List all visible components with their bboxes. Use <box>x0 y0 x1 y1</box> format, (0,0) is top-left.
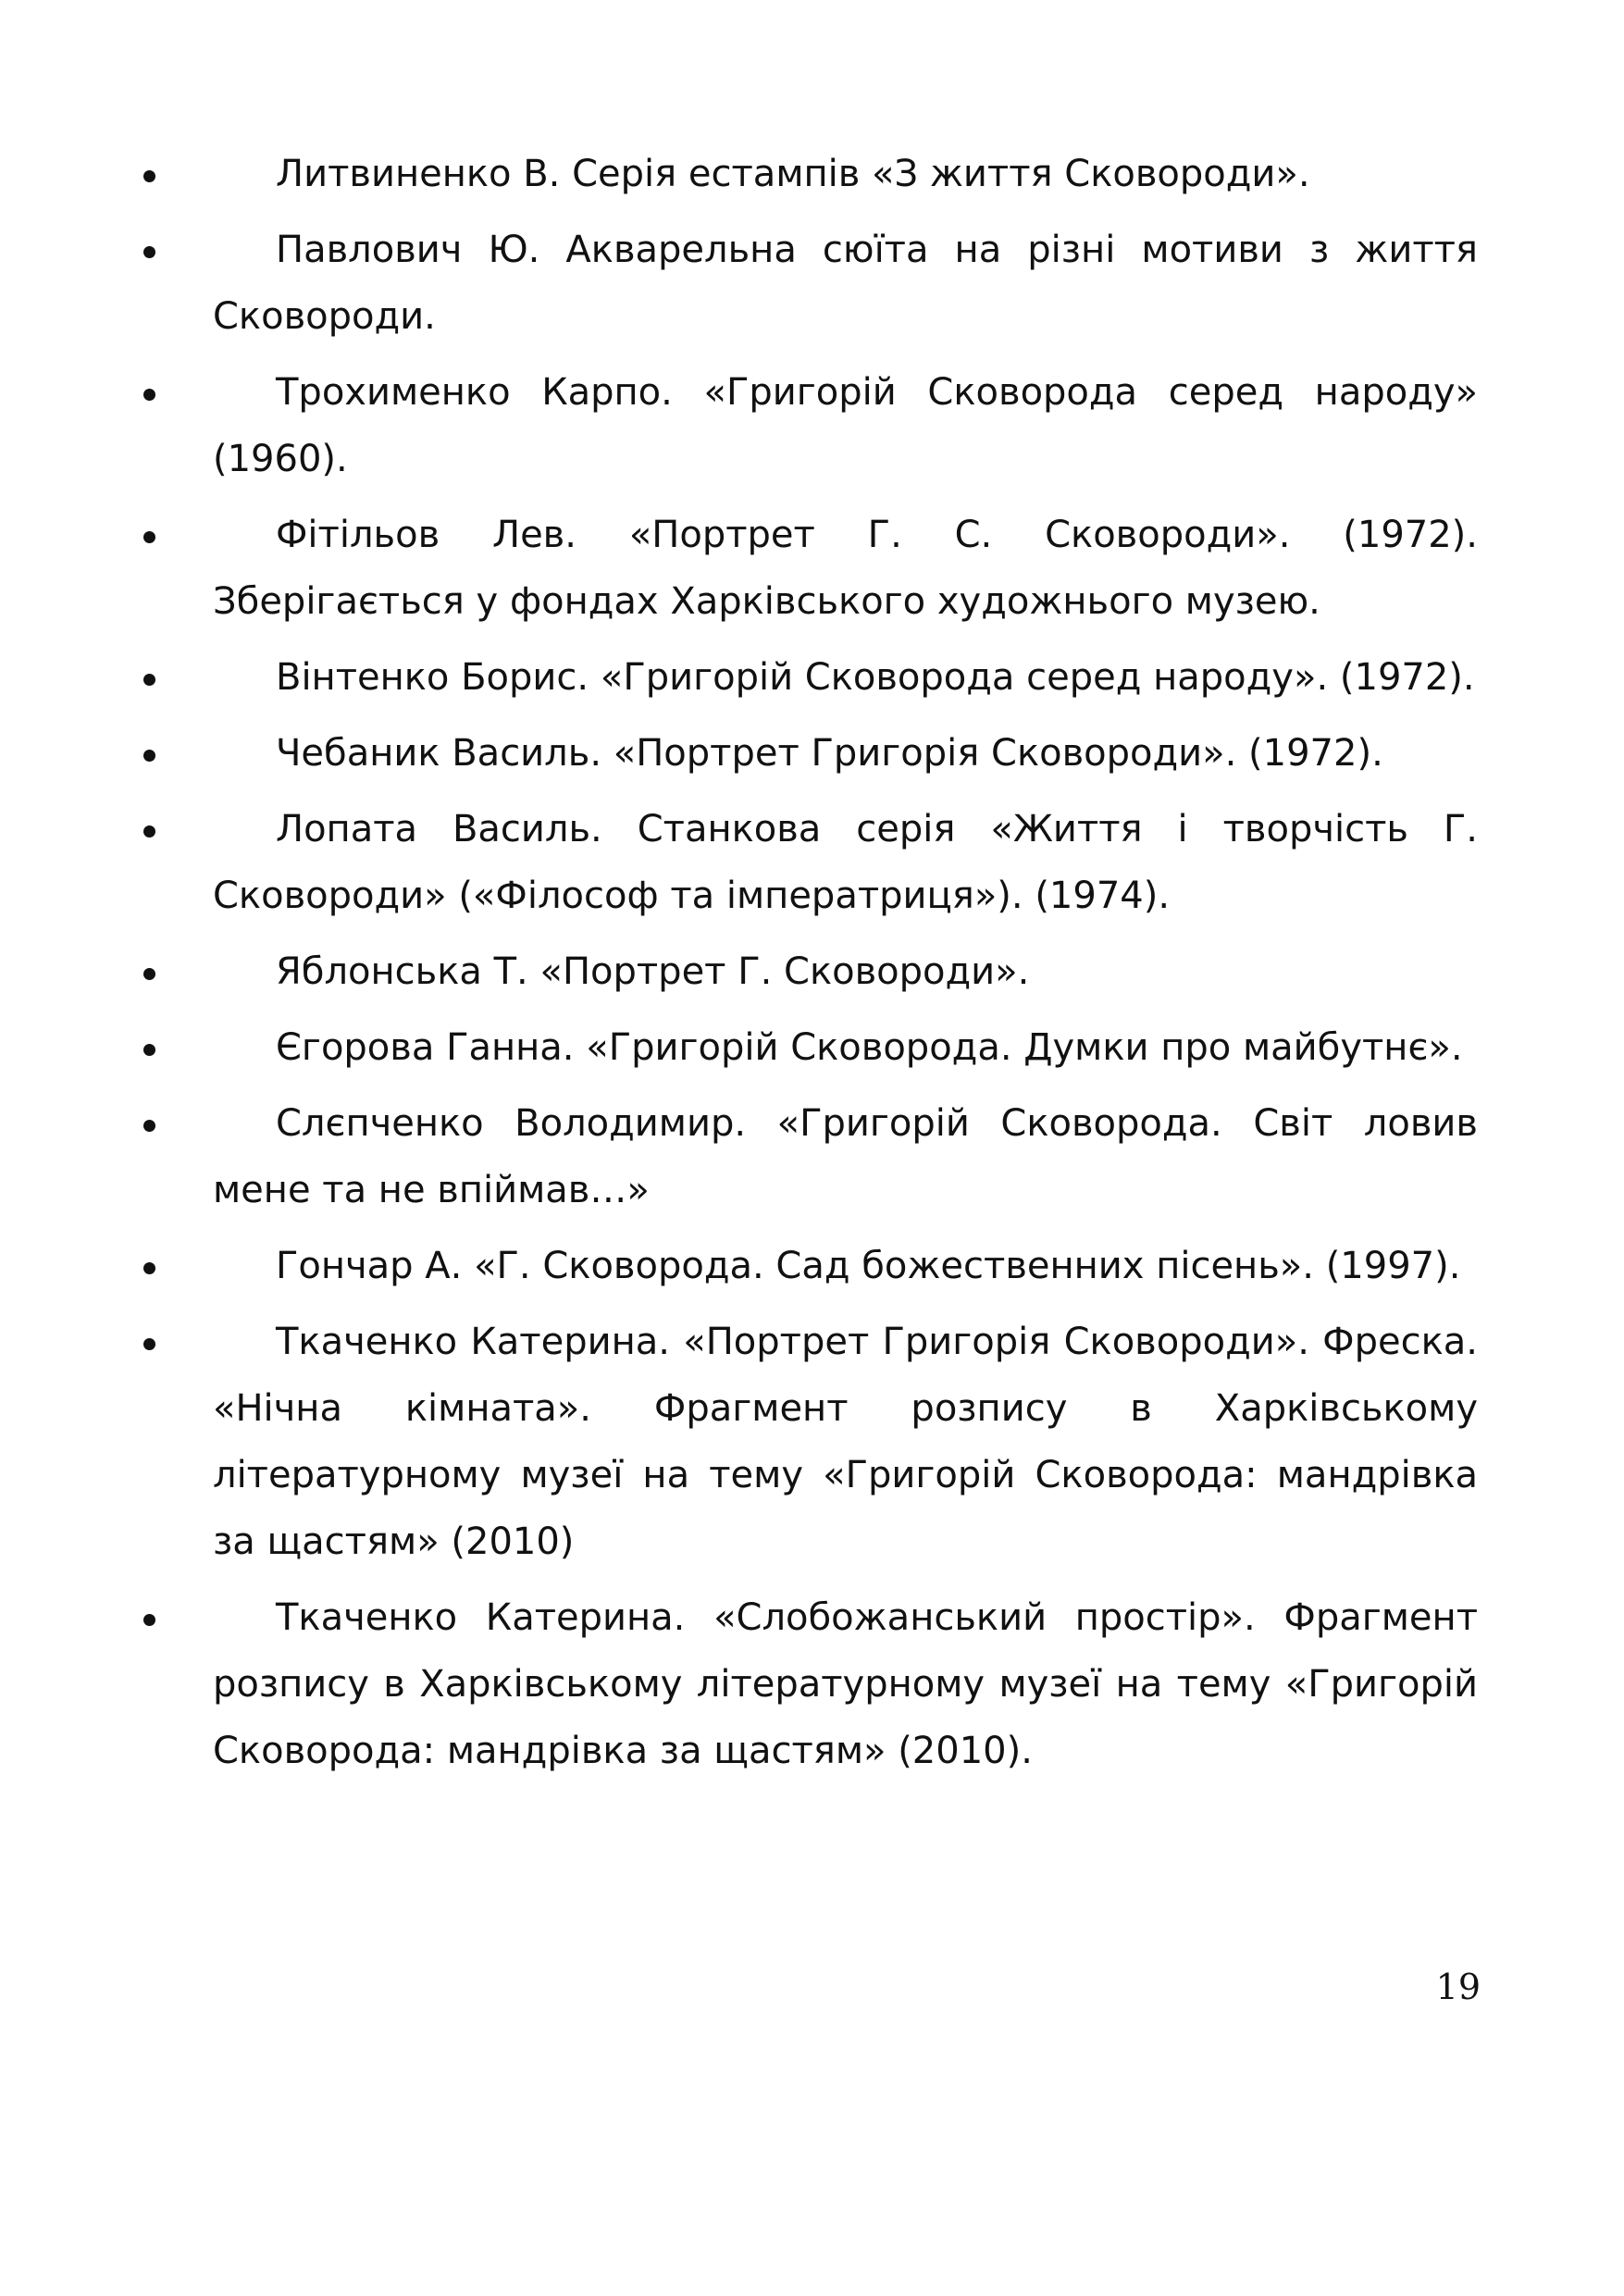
page-number: 19 <box>1435 1967 1481 2007</box>
list-item-text: Вінтенко Борис. «Григорій Сковорода серед народу». (1972). <box>276 656 1475 699</box>
list-item <box>0 141 1624 207</box>
list-item <box>0 502 1624 635</box>
list-item-text: Ткаченко Катерина. «Портрет Григорія Сковороди». Фреска. «Нічна кімната». Фрагмент розпису в Харківському літературному музеї на тему «Григорій Сковорода: мандрівка за щастям» (2010) <box>213 1321 1478 1563</box>
list-item <box>0 1090 1624 1223</box>
list-item-text: Яблонська Т. «Портрет Г. Сковороди». <box>276 950 1030 993</box>
bullet-icon <box>143 1044 155 1056</box>
list-item-text: Ткаченко Катерина. «Слобожанський простір». Фрагмент розпису в Харківському літературному музеї на тему «Григорій Сковорода: мандрівка за щастям» (2010). <box>213 1596 1478 1772</box>
bullet-icon <box>143 1262 155 1274</box>
list-item <box>0 1584 1624 1784</box>
bullet-icon <box>143 1614 155 1626</box>
bullet-icon <box>143 750 155 762</box>
bullet-icon <box>143 968 155 980</box>
bullet-icon <box>143 389 155 401</box>
artwork-list <box>0 141 1624 1793</box>
list-item-text: Фітільов Лев. «Портрет Г. С. Сковороди». (1972). Зберігається у фондах Харківського художнього музею. <box>213 514 1478 623</box>
list-item <box>0 720 1624 787</box>
bullet-icon <box>143 246 155 258</box>
list-item <box>0 359 1624 492</box>
list-item <box>0 217 1624 350</box>
bullet-icon <box>143 1120 155 1132</box>
bullet-icon <box>143 170 155 182</box>
list-item <box>0 644 1624 711</box>
list-item <box>0 1014 1624 1081</box>
list-item-text: Слєпченко Володимир. «Григорій Сковорода. Світ ловив мене та не впіймав…» <box>213 1102 1478 1211</box>
list-item <box>0 1309 1624 1575</box>
list-item-text: Павлович Ю. Акварельна сюїта на різні мотиви з життя Сковороди. <box>213 229 1478 338</box>
list-item-text: Гончар А. «Г. Сковорода. Сад божественних пісень». (1997). <box>276 1245 1461 1287</box>
list-item-text: Трохименко Карпо. «Григорій Сковорода серед народу» (1960). <box>213 371 1478 480</box>
list-item-text: Єгорова Ганна. «Григорій Сковорода. Думки про майбутнє». <box>276 1026 1463 1069</box>
list-item-text: Лопата Василь. Станкова серія «Життя і творчість Г. Сковороди» («Філософ та імператриця»). (1974). <box>213 808 1478 917</box>
list-item-text: Чебаник Василь. «Портрет Григорія Сковороди». (1972). <box>276 732 1383 775</box>
list-item-text: Литвиненко В. Серія естампів «З життя Сковороди». <box>276 153 1310 195</box>
bullet-icon <box>143 531 155 543</box>
bullet-icon <box>143 1338 155 1350</box>
list-item <box>0 1233 1624 1299</box>
list-item <box>0 796 1624 929</box>
bullet-icon <box>143 825 155 838</box>
list-item <box>0 938 1624 1005</box>
bullet-icon <box>143 674 155 686</box>
